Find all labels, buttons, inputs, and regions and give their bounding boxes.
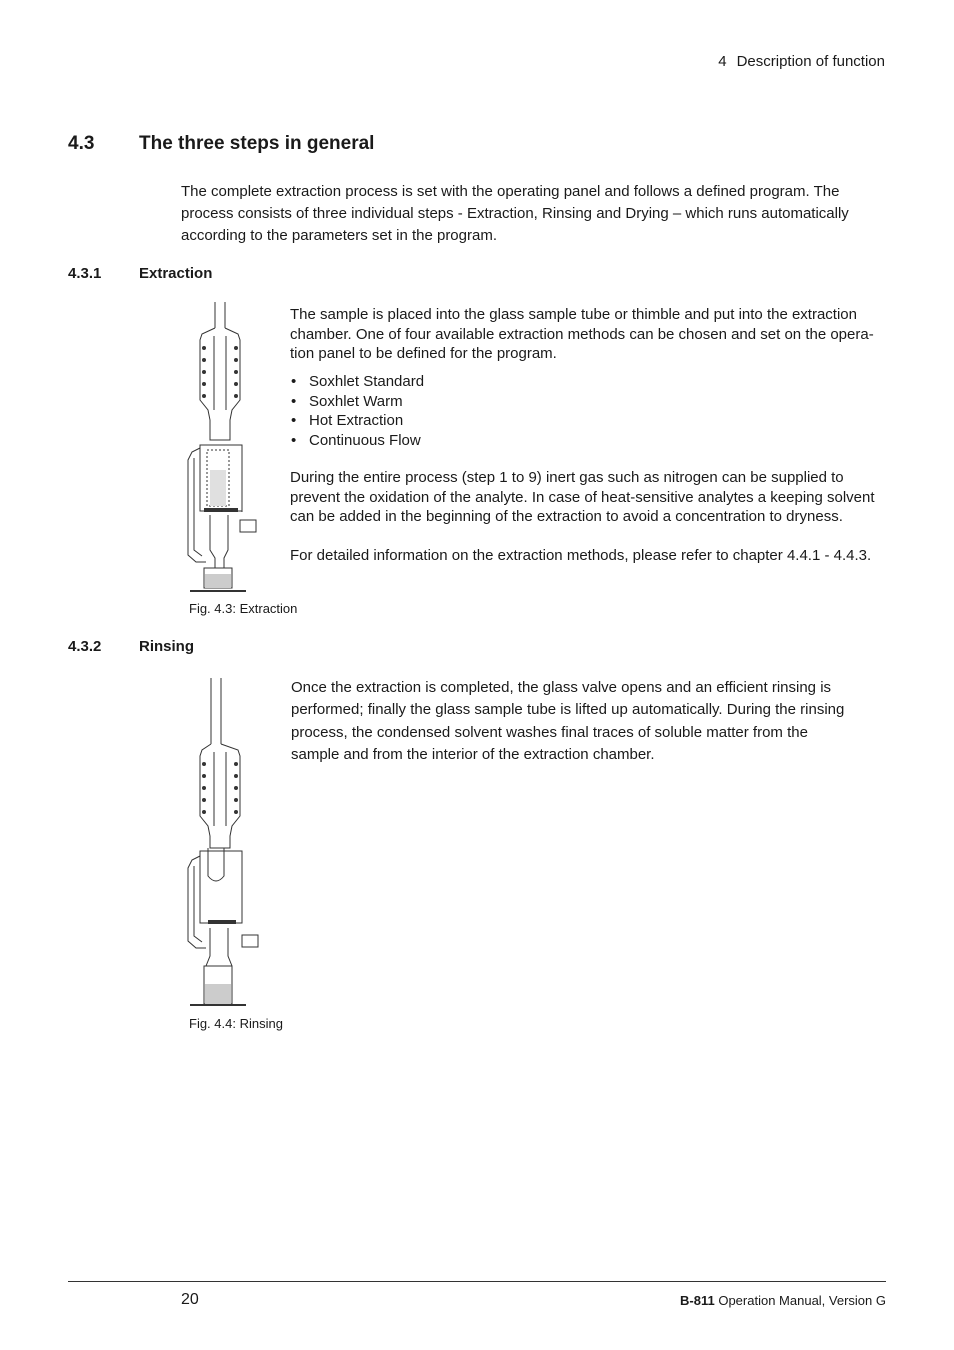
rinsing-paragraph	[291, 677, 881, 766]
subsection-title: Extraction	[139, 265, 213, 282]
footer-document-title	[500, 1293, 886, 1308]
text-line: chamber. One of four available extraction methods can be chosen and set on the opera-	[290, 325, 874, 343]
section-number: 4.3	[68, 133, 95, 154]
list-item: • Soxhlet Standard	[290, 372, 690, 392]
extraction-methods-list	[290, 372, 690, 450]
list-item: • Continuous Flow	[290, 431, 690, 451]
extraction-paragraph-2	[290, 468, 880, 527]
text-line: tion panel to be defined for the program.	[290, 345, 557, 362]
subsection-title: Rinsing	[139, 638, 194, 655]
text-line: The sample is placed into the glass sample tube or thimble and put into the extraction	[290, 306, 857, 323]
model-name: B-811	[680, 1293, 715, 1308]
subsection-number: 4.3.2	[68, 638, 102, 655]
footer-divider	[68, 1281, 886, 1282]
subsection-heading-rinsing	[68, 638, 194, 655]
section-title: The three steps in general	[139, 133, 375, 154]
figure-caption-extraction: Fig. 4.3: Extraction	[189, 601, 298, 616]
text-line: Once the extraction is completed, the glass valve opens and an efficient rinsing is	[291, 679, 832, 696]
chapter-number: 4	[718, 53, 727, 70]
section-heading	[68, 133, 374, 155]
text-line: sample and from the interior of the extraction chamber.	[291, 745, 655, 763]
text-line: During the entire process (step 1 to 9) inert gas such as nitrogen can be supplied to	[290, 469, 844, 486]
text-line: performed; finally the glass sample tube is lifted up automatically. During the rinsing	[291, 701, 845, 719]
subsection-heading-extraction	[68, 265, 212, 282]
chapter-title: Description of function	[736, 53, 885, 70]
text-line: can be added in the beginning of the extraction to avoid a concentration to dryness.	[290, 508, 843, 525]
section-intro: The complete extraction process is set with the operating panel and follows a defined program. The process consists of three individual steps - Extraction, Rinsing and Drying – which runs automatically according to the parameters set in the program.	[181, 183, 849, 244]
page-number: 20	[181, 1291, 199, 1308]
text-line: process, the condensed solvent washes final traces of soluble matter from the	[291, 723, 808, 741]
subsection-number: 4.3.1	[68, 265, 102, 282]
extraction-apparatus-figure	[180, 300, 270, 595]
extraction-paragraph-1	[290, 305, 880, 364]
figure-caption-rinsing: Fig. 4.4: Rinsing	[189, 1016, 283, 1031]
extraction-paragraph-3: For detailed information on the extraction methods, please refer to chapter 4.4.1 - 4.4.3.	[290, 547, 872, 564]
text-line: prevent the oxidation of the analyte. In case of heat-sensitive analytes a keeping solvent	[290, 488, 875, 506]
list-item: • Soxhlet Warm	[290, 392, 690, 412]
rinsing-apparatus-figure	[180, 676, 270, 1011]
manual-title: Operation Manual, Version G	[718, 1293, 886, 1308]
list-item: • Hot Extraction	[290, 411, 690, 431]
running-header	[0, 53, 885, 70]
